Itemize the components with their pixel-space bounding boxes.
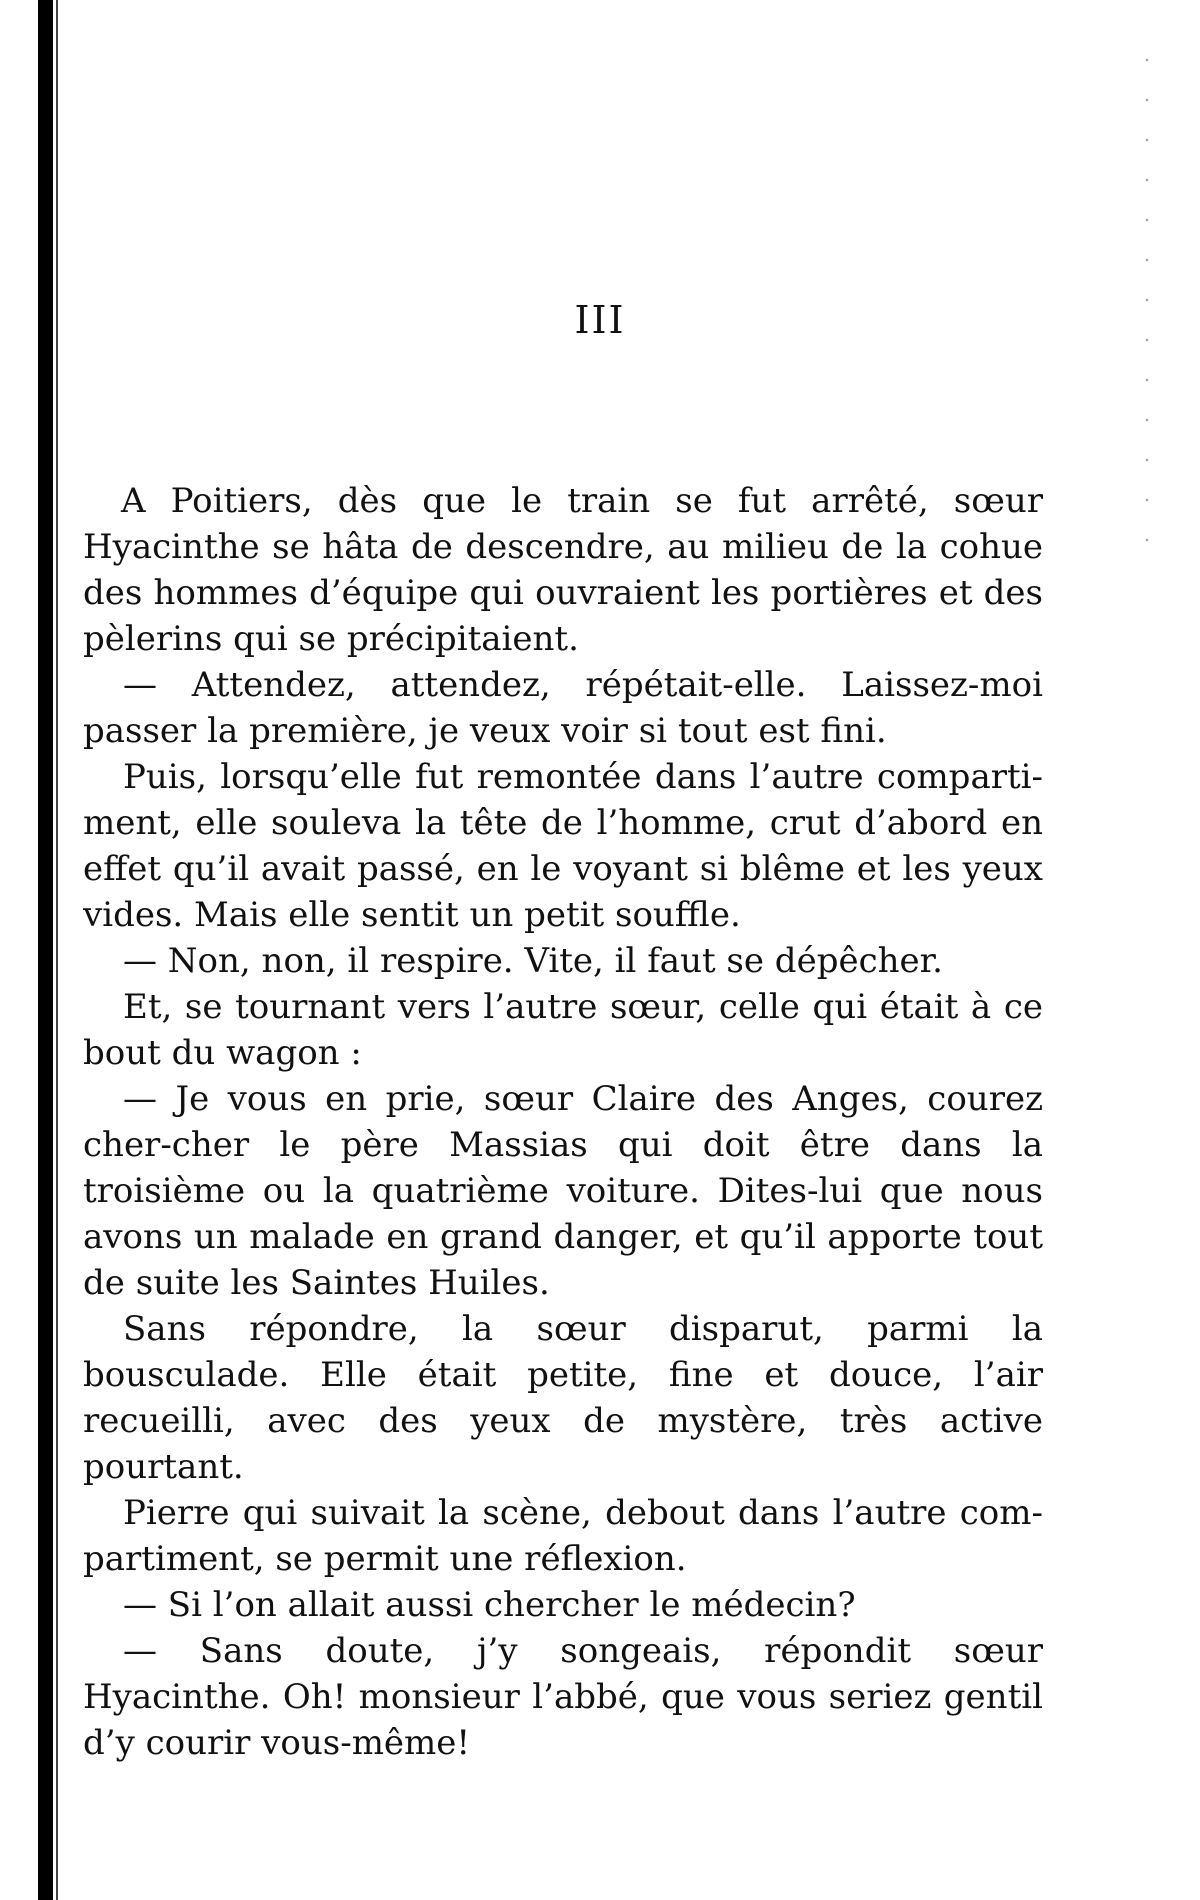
- paragraph: Sans répondre, la sœur disparut, parmi la bousculade. Elle était petite, fine et douce, l’air recueilli, avec des yeux de mystère, très active pourtant.: [83, 1309, 1043, 1487]
- paragraph: Puis, lorsqu’elle fut remontée dans l’autre comparti-ment, elle souleva la tête de l’homme, crut d’abord en effet qu’il avait passé, en le voyant si blême et les yeux vides. Mais elle sentit un petit souffle.: [83, 757, 1043, 935]
- paragraph: — Si l’on allait aussi chercher le médecin?: [123, 1585, 856, 1625]
- paragraph: — Je vous en prie, sœur Claire des Anges, courez cher-cher le père Massias qui doit être dans la troisième ou la quatrième voiture. Dites-lui que nous avons un malade en grand danger, et qu’il apporte tout de suite les Saintes Huiles.: [83, 1079, 1043, 1303]
- binding-edge: [38, 0, 53, 1900]
- paragraph: — Attendez, attendez, répétait-elle. Laissez-moi passer la première, je veux voir si tout est fini.: [83, 665, 1043, 751]
- paragraph: Et, se tournant vers l’autre sœur, celle qui était à ce bout du wagon :: [83, 987, 1043, 1073]
- paragraph: A Poitiers, dès que le train se fut arrêté, sœur Hyacinthe se hâta de descendre, au milieu de la cohue des hommes d’équipe qui ouvraient les portières et des pèlerins qui se précipitaient.: [83, 481, 1043, 659]
- paragraph: Pierre qui suivait la scène, debout dans l’autre com-partiment, se permit une réflexion.: [83, 1493, 1043, 1579]
- binding-shadow-line: [56, 0, 58, 1900]
- chapter-heading: III: [574, 298, 626, 342]
- paragraph: — Non, non, il respire. Vite, il faut se dépêcher.: [123, 941, 943, 981]
- paragraph: — Sans doute, j’y songeais, répondit sœur Hyacinthe. Oh! monsieur l’abbé, que vous seriez gentil d’y courir vous-même!: [83, 1631, 1043, 1763]
- body-text: [83, 478, 1043, 1766]
